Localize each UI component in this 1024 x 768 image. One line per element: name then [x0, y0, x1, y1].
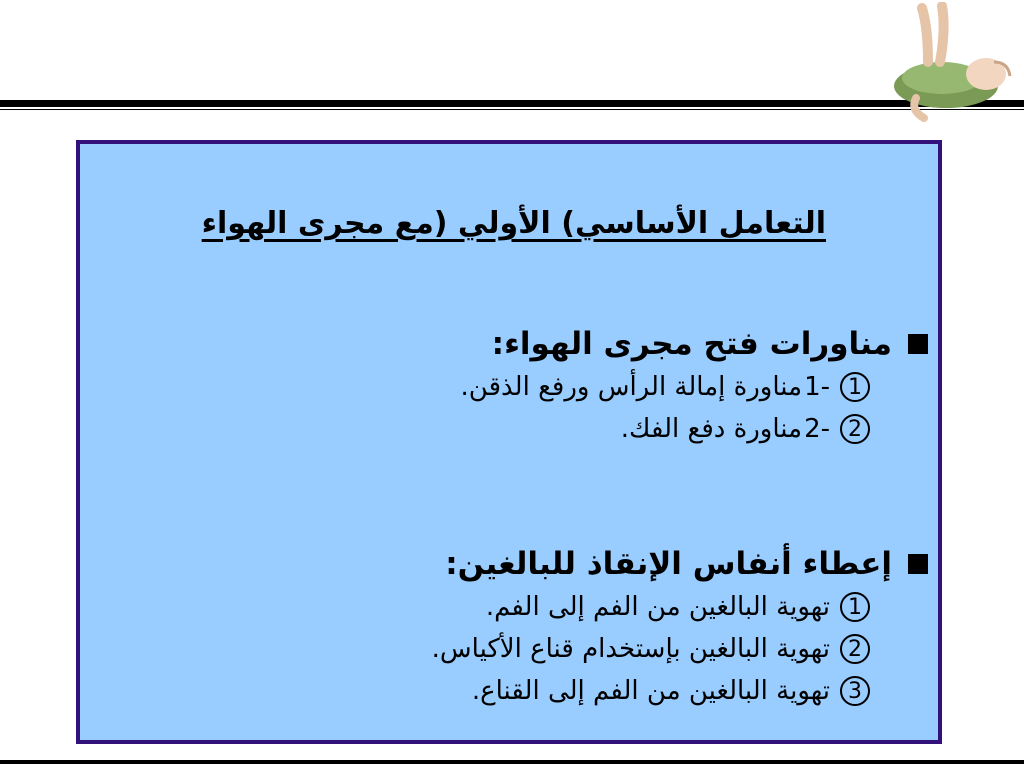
list-item: [461, 408, 870, 450]
heading-text: إعطاء أنفاس الإنقاذ للبالغين:: [445, 546, 892, 582]
circled-number-icon: 1: [840, 592, 870, 622]
item-text: تهوية البالغين بإستخدام قناع الأكياس.: [431, 634, 830, 664]
circled-number-icon: 2: [840, 414, 870, 444]
cpr-illustration-icon: [886, 2, 1022, 126]
list-item: [461, 366, 870, 408]
section-airway-maneuvers: [461, 322, 928, 450]
square-bullet-icon: [908, 554, 928, 574]
slide-title: التعامل الأساسي) الأولي (مع مجرى الهواء: [201, 206, 826, 241]
item-text: تهوية البالغين من الفم إلى القناع.: [471, 676, 830, 706]
list-item: [432, 586, 870, 628]
item-prefix: -2: [804, 414, 830, 444]
header-rule: [0, 100, 1024, 107]
list-item: [432, 670, 870, 712]
item-text: مناورة دفع الفك.: [620, 414, 803, 444]
circled-number-icon: 2: [840, 634, 870, 664]
square-bullet-icon: [908, 334, 928, 354]
list-item: [432, 628, 870, 670]
section-rescue-breaths: [432, 542, 928, 712]
circled-number-icon: 1: [840, 372, 870, 402]
section-heading: [432, 542, 928, 586]
content-panel: [76, 140, 942, 744]
item-prefix: -1: [804, 372, 830, 402]
circled-number-icon: 3: [840, 676, 870, 706]
section-heading: [461, 322, 928, 366]
footer-rule: [0, 760, 1024, 764]
item-text: مناورة إمالة الرأس ورفع الذقن.: [460, 372, 803, 402]
heading-text: مناورات فتح مجرى الهواء:: [491, 326, 892, 362]
item-text: تهوية البالغين من الفم إلى الفم.: [485, 592, 830, 622]
